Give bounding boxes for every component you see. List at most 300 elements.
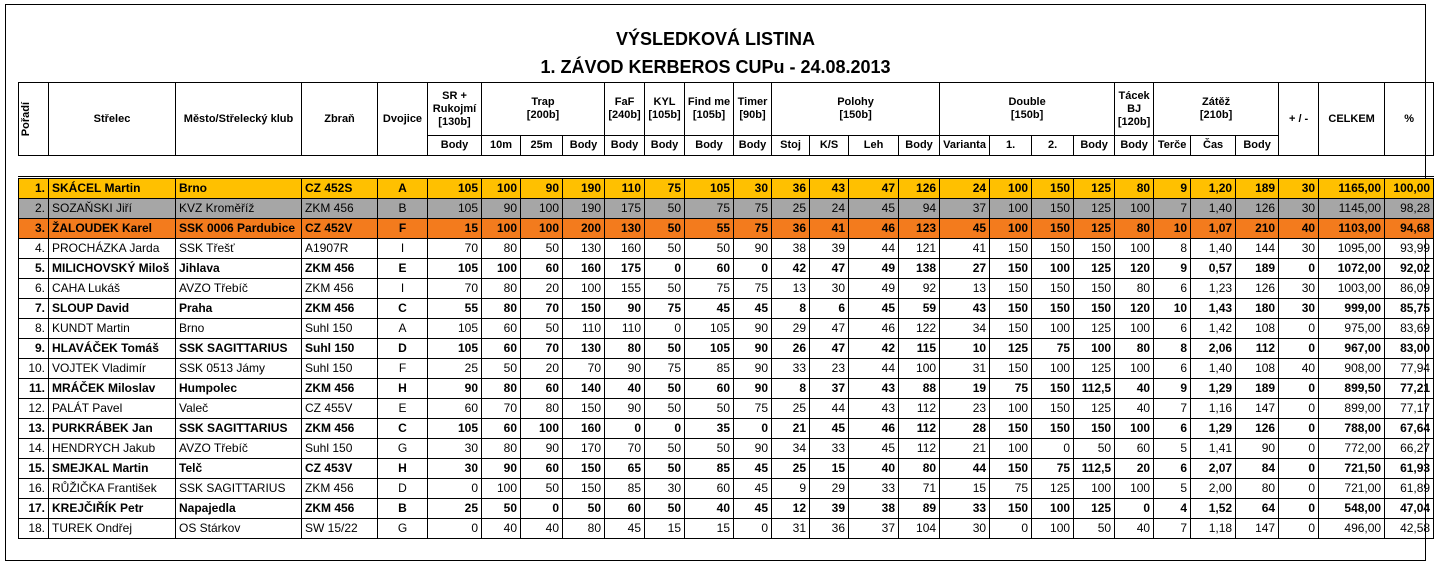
cell-gun: ZKM 456	[302, 379, 378, 399]
result-row	[19, 439, 1434, 459]
cell-faf: 90	[605, 299, 645, 319]
cell-tacek: 100	[1115, 419, 1154, 439]
cell-rank: 9.	[19, 339, 49, 359]
cell-pm: 30	[1279, 239, 1319, 259]
cell-t10: 80	[482, 279, 521, 299]
cell-find: 75	[685, 279, 734, 299]
cell-tacek: 80	[1115, 339, 1154, 359]
cell-stoj: 29	[772, 319, 810, 339]
cell-club: SSK 0006 Pardubice	[176, 219, 302, 239]
cell-faf: 90	[605, 359, 645, 379]
cell-tb: 190	[563, 178, 605, 199]
cell-pb: 112	[899, 439, 940, 459]
cell-pb: 115	[899, 339, 940, 359]
cell-total: 721,00	[1319, 479, 1385, 499]
cell-timer: 90	[734, 439, 772, 459]
cell-ks: 39	[810, 499, 849, 519]
cell-pct: 86,09	[1385, 279, 1434, 299]
cell-var: 33	[940, 499, 990, 519]
cell-db: 125	[1074, 178, 1115, 199]
cell-kyl: 50	[645, 279, 685, 299]
cell-pb: 112	[899, 399, 940, 419]
cell-t25: 100	[521, 199, 563, 219]
cell-db: 150	[1074, 239, 1115, 259]
cell-name: PROCHÁZKA Jarda	[49, 239, 176, 259]
cell-tb: 130	[563, 339, 605, 359]
cell-kyl: 50	[645, 399, 685, 419]
cell-find: 60	[685, 479, 734, 499]
cell-kyl: 50	[645, 219, 685, 239]
result-row	[19, 379, 1434, 399]
cell-zb: 84	[1236, 459, 1279, 479]
cell-total: 1095,00	[1319, 239, 1385, 259]
cell-tacek: 40	[1115, 379, 1154, 399]
cell-var: 10	[940, 339, 990, 359]
cell-t10: 80	[482, 379, 521, 399]
cell-cas: 1,23	[1191, 279, 1236, 299]
cell-zb: 189	[1236, 259, 1279, 279]
sub-header-body: Body	[645, 136, 685, 156]
cell-sr: 60	[428, 399, 482, 419]
cell-name: RŮŽIČKA František	[49, 479, 176, 499]
cell-t10: 80	[482, 239, 521, 259]
cell-leh: 43	[849, 399, 899, 419]
cell-pm: 0	[1279, 339, 1319, 359]
cell-leh: 42	[849, 339, 899, 359]
cell-gun: Suhl 150	[302, 339, 378, 359]
cell-d1: 100	[990, 399, 1032, 419]
cell-club: Praha	[176, 299, 302, 319]
cell-rank: 4.	[19, 239, 49, 259]
cell-var: 31	[940, 359, 990, 379]
cell-kyl: 75	[645, 178, 685, 199]
cell-leh: 37	[849, 519, 899, 539]
cell-db: 125	[1074, 399, 1115, 419]
col-header-plusminus: + / -	[1279, 83, 1319, 156]
cell-cas: 1,41	[1191, 439, 1236, 459]
cell-kyl: 50	[645, 199, 685, 219]
cell-rank: 17.	[19, 499, 49, 519]
sub-header-stoj: Stoj	[772, 136, 810, 156]
cell-t10: 60	[482, 339, 521, 359]
cell-total: 975,00	[1319, 319, 1385, 339]
col-header-findme: Find me [105b]	[685, 83, 734, 136]
cell-tacek: 80	[1115, 178, 1154, 199]
cell-d2: 150	[1032, 239, 1074, 259]
cell-stoj: 38	[772, 239, 810, 259]
cell-var: 43	[940, 299, 990, 319]
cell-db: 125	[1074, 319, 1115, 339]
cell-t25: 90	[521, 178, 563, 199]
cell-timer: 45	[734, 479, 772, 499]
cell-pm: 0	[1279, 379, 1319, 399]
cell-d2: 100	[1032, 319, 1074, 339]
cell-zb: 126	[1236, 419, 1279, 439]
cell-zb: 144	[1236, 239, 1279, 259]
cell-timer: 45	[734, 299, 772, 319]
cell-d1: 150	[990, 259, 1032, 279]
cell-pm: 0	[1279, 319, 1319, 339]
col-header-kyl: KYL [105b]	[645, 83, 685, 136]
cell-terce: 6	[1154, 279, 1191, 299]
cell-d1: 150	[990, 499, 1032, 519]
results-table	[18, 82, 1434, 539]
cell-db: 125	[1074, 199, 1115, 219]
cell-rank: 18.	[19, 519, 49, 539]
cell-kyl: 30	[645, 479, 685, 499]
col-header-polohy: Polohy [150b]	[772, 83, 940, 136]
cell-gun: ZKM 456	[302, 199, 378, 219]
cell-sr: 90	[428, 379, 482, 399]
cell-gun: ZKM 456	[302, 479, 378, 499]
cell-terce: 10	[1154, 219, 1191, 239]
cell-pb: 123	[899, 219, 940, 239]
cell-leh: 45	[849, 299, 899, 319]
cell-club: KVZ Kroměříž	[176, 199, 302, 219]
cell-cas: 0,57	[1191, 259, 1236, 279]
cell-ks: 47	[810, 319, 849, 339]
cell-tb: 150	[563, 479, 605, 499]
cell-pb: 122	[899, 319, 940, 339]
cell-cas: 1,16	[1191, 399, 1236, 419]
cell-ks: 44	[810, 399, 849, 419]
cell-tb: 50	[563, 499, 605, 519]
cell-t25: 100	[521, 419, 563, 439]
cell-d1: 150	[990, 279, 1032, 299]
cell-db: 125	[1074, 359, 1115, 379]
cell-name: MRÁČEK Miloslav	[49, 379, 176, 399]
cell-pair: F	[378, 219, 428, 239]
cell-t10: 60	[482, 419, 521, 439]
cell-pm: 0	[1279, 479, 1319, 499]
cell-d2: 0	[1032, 439, 1074, 459]
cell-total: 721,50	[1319, 459, 1385, 479]
cell-stoj: 9	[772, 479, 810, 499]
cell-pair: B	[378, 499, 428, 519]
cell-total: 899,50	[1319, 379, 1385, 399]
cell-find: 75	[685, 199, 734, 219]
cell-db: 125	[1074, 219, 1115, 239]
cell-timer: 90	[734, 339, 772, 359]
cell-t10: 50	[482, 499, 521, 519]
cell-kyl: 50	[645, 339, 685, 359]
cell-pm: 0	[1279, 259, 1319, 279]
sub-header-body: Body	[734, 136, 772, 156]
cell-stoj: 8	[772, 379, 810, 399]
col-header-trap: Trap [200b]	[482, 83, 605, 136]
cell-tb: 130	[563, 239, 605, 259]
cell-rank: 7.	[19, 299, 49, 319]
cell-t25: 0	[521, 499, 563, 519]
col-header-shooter: Střelec	[49, 83, 176, 156]
cell-find: 85	[685, 359, 734, 379]
cell-t25: 80	[521, 399, 563, 419]
cell-terce: 6	[1154, 319, 1191, 339]
cell-total: 772,00	[1319, 439, 1385, 459]
cell-rank: 10.	[19, 359, 49, 379]
cell-timer: 0	[734, 259, 772, 279]
cell-pb: 92	[899, 279, 940, 299]
cell-pm: 30	[1279, 279, 1319, 299]
cell-name: VOJTEK Vladimír	[49, 359, 176, 379]
cell-tb: 190	[563, 199, 605, 219]
cell-tacek: 0	[1115, 499, 1154, 519]
sub-header-body: Body	[605, 136, 645, 156]
sheet-title: VÝSLEDKOVÁ LISTINA	[615, 29, 816, 49]
cell-find: 45	[685, 299, 734, 319]
sub-header-2: 2.	[1032, 136, 1074, 156]
cell-leh: 46	[849, 419, 899, 439]
cell-ks: 29	[810, 479, 849, 499]
cell-t25: 90	[521, 439, 563, 459]
cell-name: CAHA Lukáš	[49, 279, 176, 299]
cell-pb: 59	[899, 299, 940, 319]
cell-d2: 100	[1032, 499, 1074, 519]
cell-kyl: 15	[645, 519, 685, 539]
cell-cas: 1,40	[1191, 359, 1236, 379]
cell-pb: 138	[899, 259, 940, 279]
cell-kyl: 75	[645, 299, 685, 319]
cell-var: 37	[940, 199, 990, 219]
cell-pair: F	[378, 359, 428, 379]
sub-header-leh: Leh	[849, 136, 899, 156]
col-header-sr: SR + Rukojmí [130b]	[428, 83, 482, 136]
cell-terce: 4	[1154, 499, 1191, 519]
cell-faf: 130	[605, 219, 645, 239]
cell-timer: 75	[734, 199, 772, 219]
cell-tacek: 40	[1115, 519, 1154, 539]
cell-sr: 25	[428, 359, 482, 379]
cell-faf: 175	[605, 259, 645, 279]
cell-total: 1145,00	[1319, 199, 1385, 219]
cell-var: 27	[940, 259, 990, 279]
cell-faf: 155	[605, 279, 645, 299]
cell-faf: 70	[605, 439, 645, 459]
cell-terce: 5	[1154, 439, 1191, 459]
cell-tacek: 100	[1115, 199, 1154, 219]
cell-find: 105	[685, 319, 734, 339]
cell-var: 15	[940, 479, 990, 499]
cell-db: 150	[1074, 299, 1115, 319]
cell-find: 40	[685, 499, 734, 519]
cell-pct: 66,27	[1385, 439, 1434, 459]
cell-d2: 75	[1032, 339, 1074, 359]
cell-d2: 150	[1032, 219, 1074, 239]
cell-tacek: 100	[1115, 319, 1154, 339]
cell-faf: 110	[605, 319, 645, 339]
result-row	[19, 178, 1434, 199]
cell-club: Brno	[176, 319, 302, 339]
cell-t10: 100	[482, 219, 521, 239]
result-row	[19, 279, 1434, 299]
cell-pm: 30	[1279, 178, 1319, 199]
cell-pct: 61,93	[1385, 459, 1434, 479]
cell-sr: 70	[428, 239, 482, 259]
cell-t25: 20	[521, 279, 563, 299]
cell-name: MILICHOVSKÝ Miloš	[49, 259, 176, 279]
cell-gun: CZ 452S	[302, 178, 378, 199]
col-header-timer: Timer [90b]	[734, 83, 772, 136]
cell-t25: 50	[521, 319, 563, 339]
cell-pm: 30	[1279, 199, 1319, 219]
cell-gun: ZKM 456	[302, 499, 378, 519]
sub-header-ks: K/S	[810, 136, 849, 156]
cell-d2: 150	[1032, 399, 1074, 419]
cell-d1: 150	[990, 239, 1032, 259]
cell-zb: 189	[1236, 379, 1279, 399]
col-header-weapon: Zbraň	[302, 83, 378, 156]
cell-pct: 83,69	[1385, 319, 1434, 339]
cell-leh: 46	[849, 319, 899, 339]
cell-tacek: 80	[1115, 279, 1154, 299]
cell-total: 1072,00	[1319, 259, 1385, 279]
cell-zb: 126	[1236, 199, 1279, 219]
cell-var: 23	[940, 399, 990, 419]
cell-stoj: 34	[772, 439, 810, 459]
result-row	[19, 359, 1434, 379]
cell-pb: 121	[899, 239, 940, 259]
cell-tacek: 40	[1115, 399, 1154, 419]
cell-d2: 150	[1032, 299, 1074, 319]
cell-pct: 67,64	[1385, 419, 1434, 439]
cell-club: Napajedla	[176, 499, 302, 519]
cell-pair: H	[378, 379, 428, 399]
cell-pair: G	[378, 519, 428, 539]
cell-find: 85	[685, 459, 734, 479]
cell-terce: 7	[1154, 519, 1191, 539]
cell-club: Humpolec	[176, 379, 302, 399]
cell-club: SSK Třešť	[176, 239, 302, 259]
cell-zb: 64	[1236, 499, 1279, 519]
cell-faf: 160	[605, 239, 645, 259]
cell-ks: 23	[810, 359, 849, 379]
cell-pm: 0	[1279, 399, 1319, 419]
cell-ks: 37	[810, 379, 849, 399]
cell-zb: 112	[1236, 339, 1279, 359]
cell-club: Jihlava	[176, 259, 302, 279]
cell-t10: 100	[482, 259, 521, 279]
cell-timer: 75	[734, 279, 772, 299]
cell-pb: 104	[899, 519, 940, 539]
cell-kyl: 50	[645, 499, 685, 519]
col-header-rank: Pořadí	[19, 83, 49, 156]
cell-zb: 108	[1236, 359, 1279, 379]
cell-tacek: 100	[1115, 239, 1154, 259]
cell-pb: 112	[899, 419, 940, 439]
cell-sr: 105	[428, 319, 482, 339]
cell-t25: 20	[521, 359, 563, 379]
cell-t10: 60	[482, 319, 521, 339]
cell-name: SMEJKAL Martin	[49, 459, 176, 479]
cell-d2: 150	[1032, 419, 1074, 439]
cell-pct: 83,00	[1385, 339, 1434, 359]
cell-find: 60	[685, 259, 734, 279]
cell-tacek: 120	[1115, 299, 1154, 319]
cell-cas: 1,43	[1191, 299, 1236, 319]
cell-d1: 75	[990, 379, 1032, 399]
cell-db: 112,5	[1074, 459, 1115, 479]
cell-stoj: 21	[772, 419, 810, 439]
cell-d2: 125	[1032, 479, 1074, 499]
cell-stoj: 36	[772, 178, 810, 199]
cell-pm: 0	[1279, 419, 1319, 439]
cell-t10: 80	[482, 299, 521, 319]
sub-header-25m: 25m	[521, 136, 563, 156]
result-row	[19, 499, 1434, 519]
cell-sr: 105	[428, 419, 482, 439]
cell-tacek: 20	[1115, 459, 1154, 479]
cell-timer: 30	[734, 178, 772, 199]
cell-terce: 10	[1154, 299, 1191, 319]
cell-timer: 45	[734, 459, 772, 479]
cell-leh: 46	[849, 219, 899, 239]
cell-stoj: 31	[772, 519, 810, 539]
cell-find: 50	[685, 439, 734, 459]
cell-db: 150	[1074, 279, 1115, 299]
cell-cas: 1,20	[1191, 178, 1236, 199]
cell-stoj: 8	[772, 299, 810, 319]
cell-name: SKÁCEL Martin	[49, 178, 176, 199]
cell-var: 21	[940, 439, 990, 459]
cell-club: SSK SAGITTARIUS	[176, 419, 302, 439]
cell-kyl: 75	[645, 359, 685, 379]
cell-terce: 6	[1154, 419, 1191, 439]
cell-kyl: 0	[645, 319, 685, 339]
cell-timer: 90	[734, 319, 772, 339]
cell-pm: 0	[1279, 499, 1319, 519]
cell-tb: 150	[563, 299, 605, 319]
cell-zb: 126	[1236, 279, 1279, 299]
cell-ks: 45	[810, 419, 849, 439]
cell-var: 28	[940, 419, 990, 439]
cell-terce: 7	[1154, 199, 1191, 219]
cell-d1: 100	[990, 199, 1032, 219]
sheet-subtitle: 1. ZÁVOD KERBEROS CUPu - 24.08.2013	[540, 57, 891, 77]
cell-sr: 70	[428, 279, 482, 299]
cell-rank: 12.	[19, 399, 49, 419]
cell-t10: 100	[482, 178, 521, 199]
cell-gun: A1907R	[302, 239, 378, 259]
cell-total: 899,00	[1319, 399, 1385, 419]
cell-club: Valeč	[176, 399, 302, 419]
cell-d2: 150	[1032, 178, 1074, 199]
cell-pm: 0	[1279, 439, 1319, 459]
cell-zb: 90	[1236, 439, 1279, 459]
cell-total: 1103,00	[1319, 219, 1385, 239]
cell-ks: 41	[810, 219, 849, 239]
cell-ks: 6	[810, 299, 849, 319]
cell-cas: 1,40	[1191, 239, 1236, 259]
cell-terce: 8	[1154, 239, 1191, 259]
cell-sr: 0	[428, 479, 482, 499]
cell-pct: 94,68	[1385, 219, 1434, 239]
cell-ks: 36	[810, 519, 849, 539]
cell-var: 41	[940, 239, 990, 259]
cell-pct: 77,21	[1385, 379, 1434, 399]
cell-ks: 39	[810, 239, 849, 259]
cell-leh: 49	[849, 259, 899, 279]
cell-timer: 0	[734, 519, 772, 539]
cell-gun: Suhl 150	[302, 359, 378, 379]
cell-pm: 30	[1279, 299, 1319, 319]
cell-terce: 6	[1154, 359, 1191, 379]
cell-gun: CZ 455V	[302, 399, 378, 419]
cell-leh: 45	[849, 439, 899, 459]
cell-leh: 40	[849, 459, 899, 479]
cell-sr: 15	[428, 219, 482, 239]
cell-zb: 189	[1236, 178, 1279, 199]
cell-t25: 40	[521, 519, 563, 539]
